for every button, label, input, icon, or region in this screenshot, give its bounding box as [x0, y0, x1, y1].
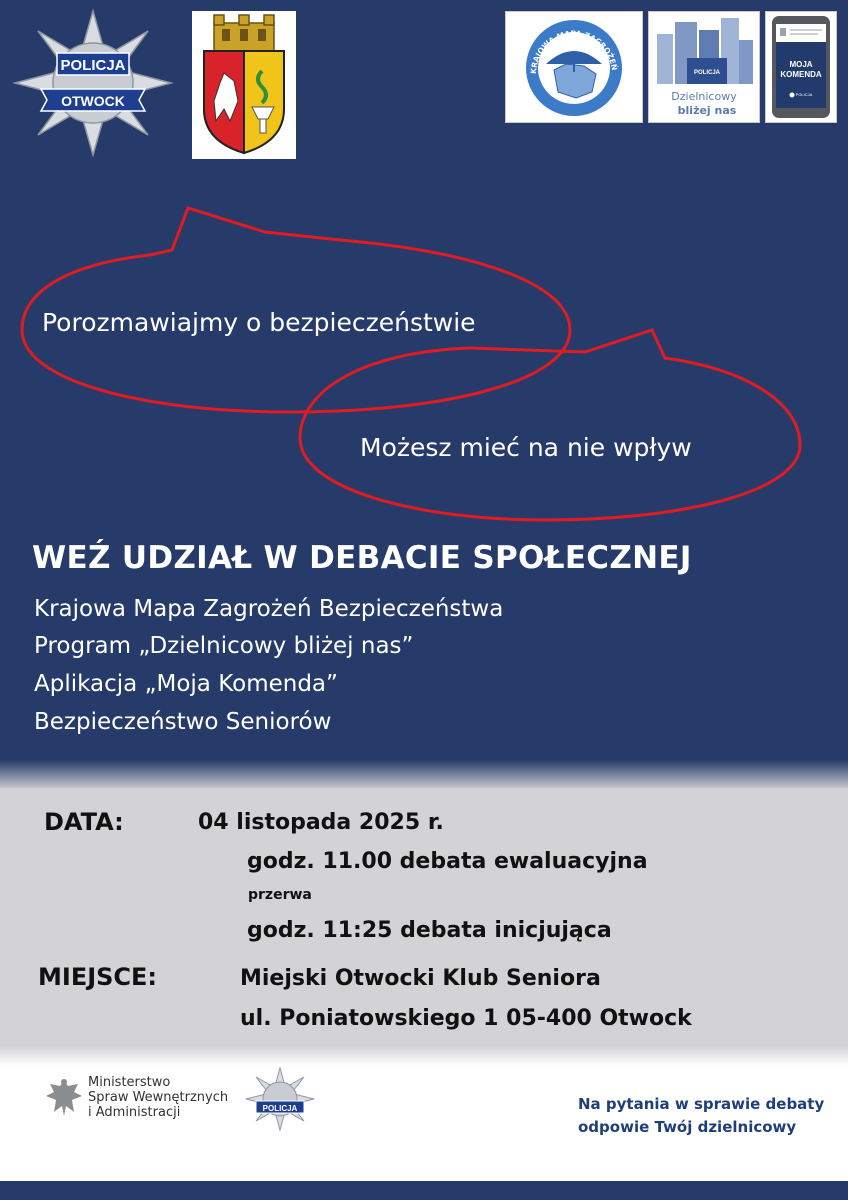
speech-bubbles [0, 190, 848, 530]
place-name: Miejski Otwocki Klub Seniora [240, 966, 601, 991]
eagle-emblem-icon [44, 1076, 84, 1120]
place-label: MIEJSCE: [38, 963, 158, 991]
badge-bottom-text: OTWOCK [61, 93, 125, 109]
gradient-divider-lower [0, 1046, 848, 1066]
topic-item: Aplikacja „Moja Komenda” [34, 671, 338, 697]
gradient-divider [0, 760, 848, 790]
moja-komenda-line2: KOMENDA [780, 70, 822, 79]
moja-komenda-logo-tile [765, 11, 837, 123]
bottom-bar [0, 1181, 848, 1200]
dzielnicowy-building-label: POLICJA [693, 70, 721, 76]
date-value: 04 listopada 2025 r. [198, 810, 444, 835]
police-badge-small-text: POLICJA [262, 1104, 298, 1113]
topic-item: Krajowa Mapa Zagrożeń Bezpieczeństwa [34, 596, 504, 622]
otwock-coat-of-arms [192, 11, 296, 159]
headline: WEŹ UDZIAŁ W DEBACIE SPOŁECZNEJ [32, 540, 692, 576]
place-address: ul. Poniatowskiego 1 05-400 Otwock [240, 1006, 692, 1031]
kmzb-ring-text: KRAJOWA MAPA ZAGROŻEŃ [528, 28, 619, 75]
session-2: godz. 11:25 debata inicjująca [247, 918, 612, 943]
contact-note-line2: odpowie Twój dzielnicowy [578, 1118, 797, 1136]
speech-bubble-2-outline [300, 330, 800, 520]
moja-komenda-footer: POLICJA [795, 92, 813, 97]
break-label: przerwa [248, 887, 312, 903]
badge-top-text: POLICJA [60, 57, 126, 74]
bubble-text-2: Możesz mieć na nie wpływ [360, 433, 692, 462]
contact-note-line1: Na pytania w sprawie debaty [578, 1095, 825, 1113]
topic-item: Program „Dzielnicowy bliżej nas” [34, 633, 414, 659]
topic-item: Bezpieczeństwo Seniorów [34, 709, 332, 735]
police-otwock-badge [12, 8, 174, 158]
bubble-text-1: Porozmawiajmy o bezpieczeństwie [42, 308, 476, 337]
dzielnicowy-line1: Dzielnicowy [671, 90, 737, 103]
kmzb-logo [506, 12, 642, 122]
dzielnicowy-logo [649, 12, 759, 122]
kmzb-logo-tile [505, 11, 643, 123]
police-badge-small [244, 1066, 316, 1132]
dzielnicowy-line2: bliżej nas [677, 104, 737, 117]
moja-komenda-line1: MOJA [789, 60, 813, 69]
mswia-name-line2: Spraw Wewnętrznych [88, 1090, 229, 1105]
mswia-name-line3: i Administracji [88, 1105, 181, 1120]
mswia-name-line1: Ministerstwo [88, 1075, 171, 1090]
moja-komenda-logo [766, 12, 836, 122]
session-1: godz. 11.00 debata ewaluacyjna [247, 849, 648, 874]
date-label: DATA: [44, 808, 124, 836]
dzielnicowy-logo-tile [648, 11, 760, 123]
